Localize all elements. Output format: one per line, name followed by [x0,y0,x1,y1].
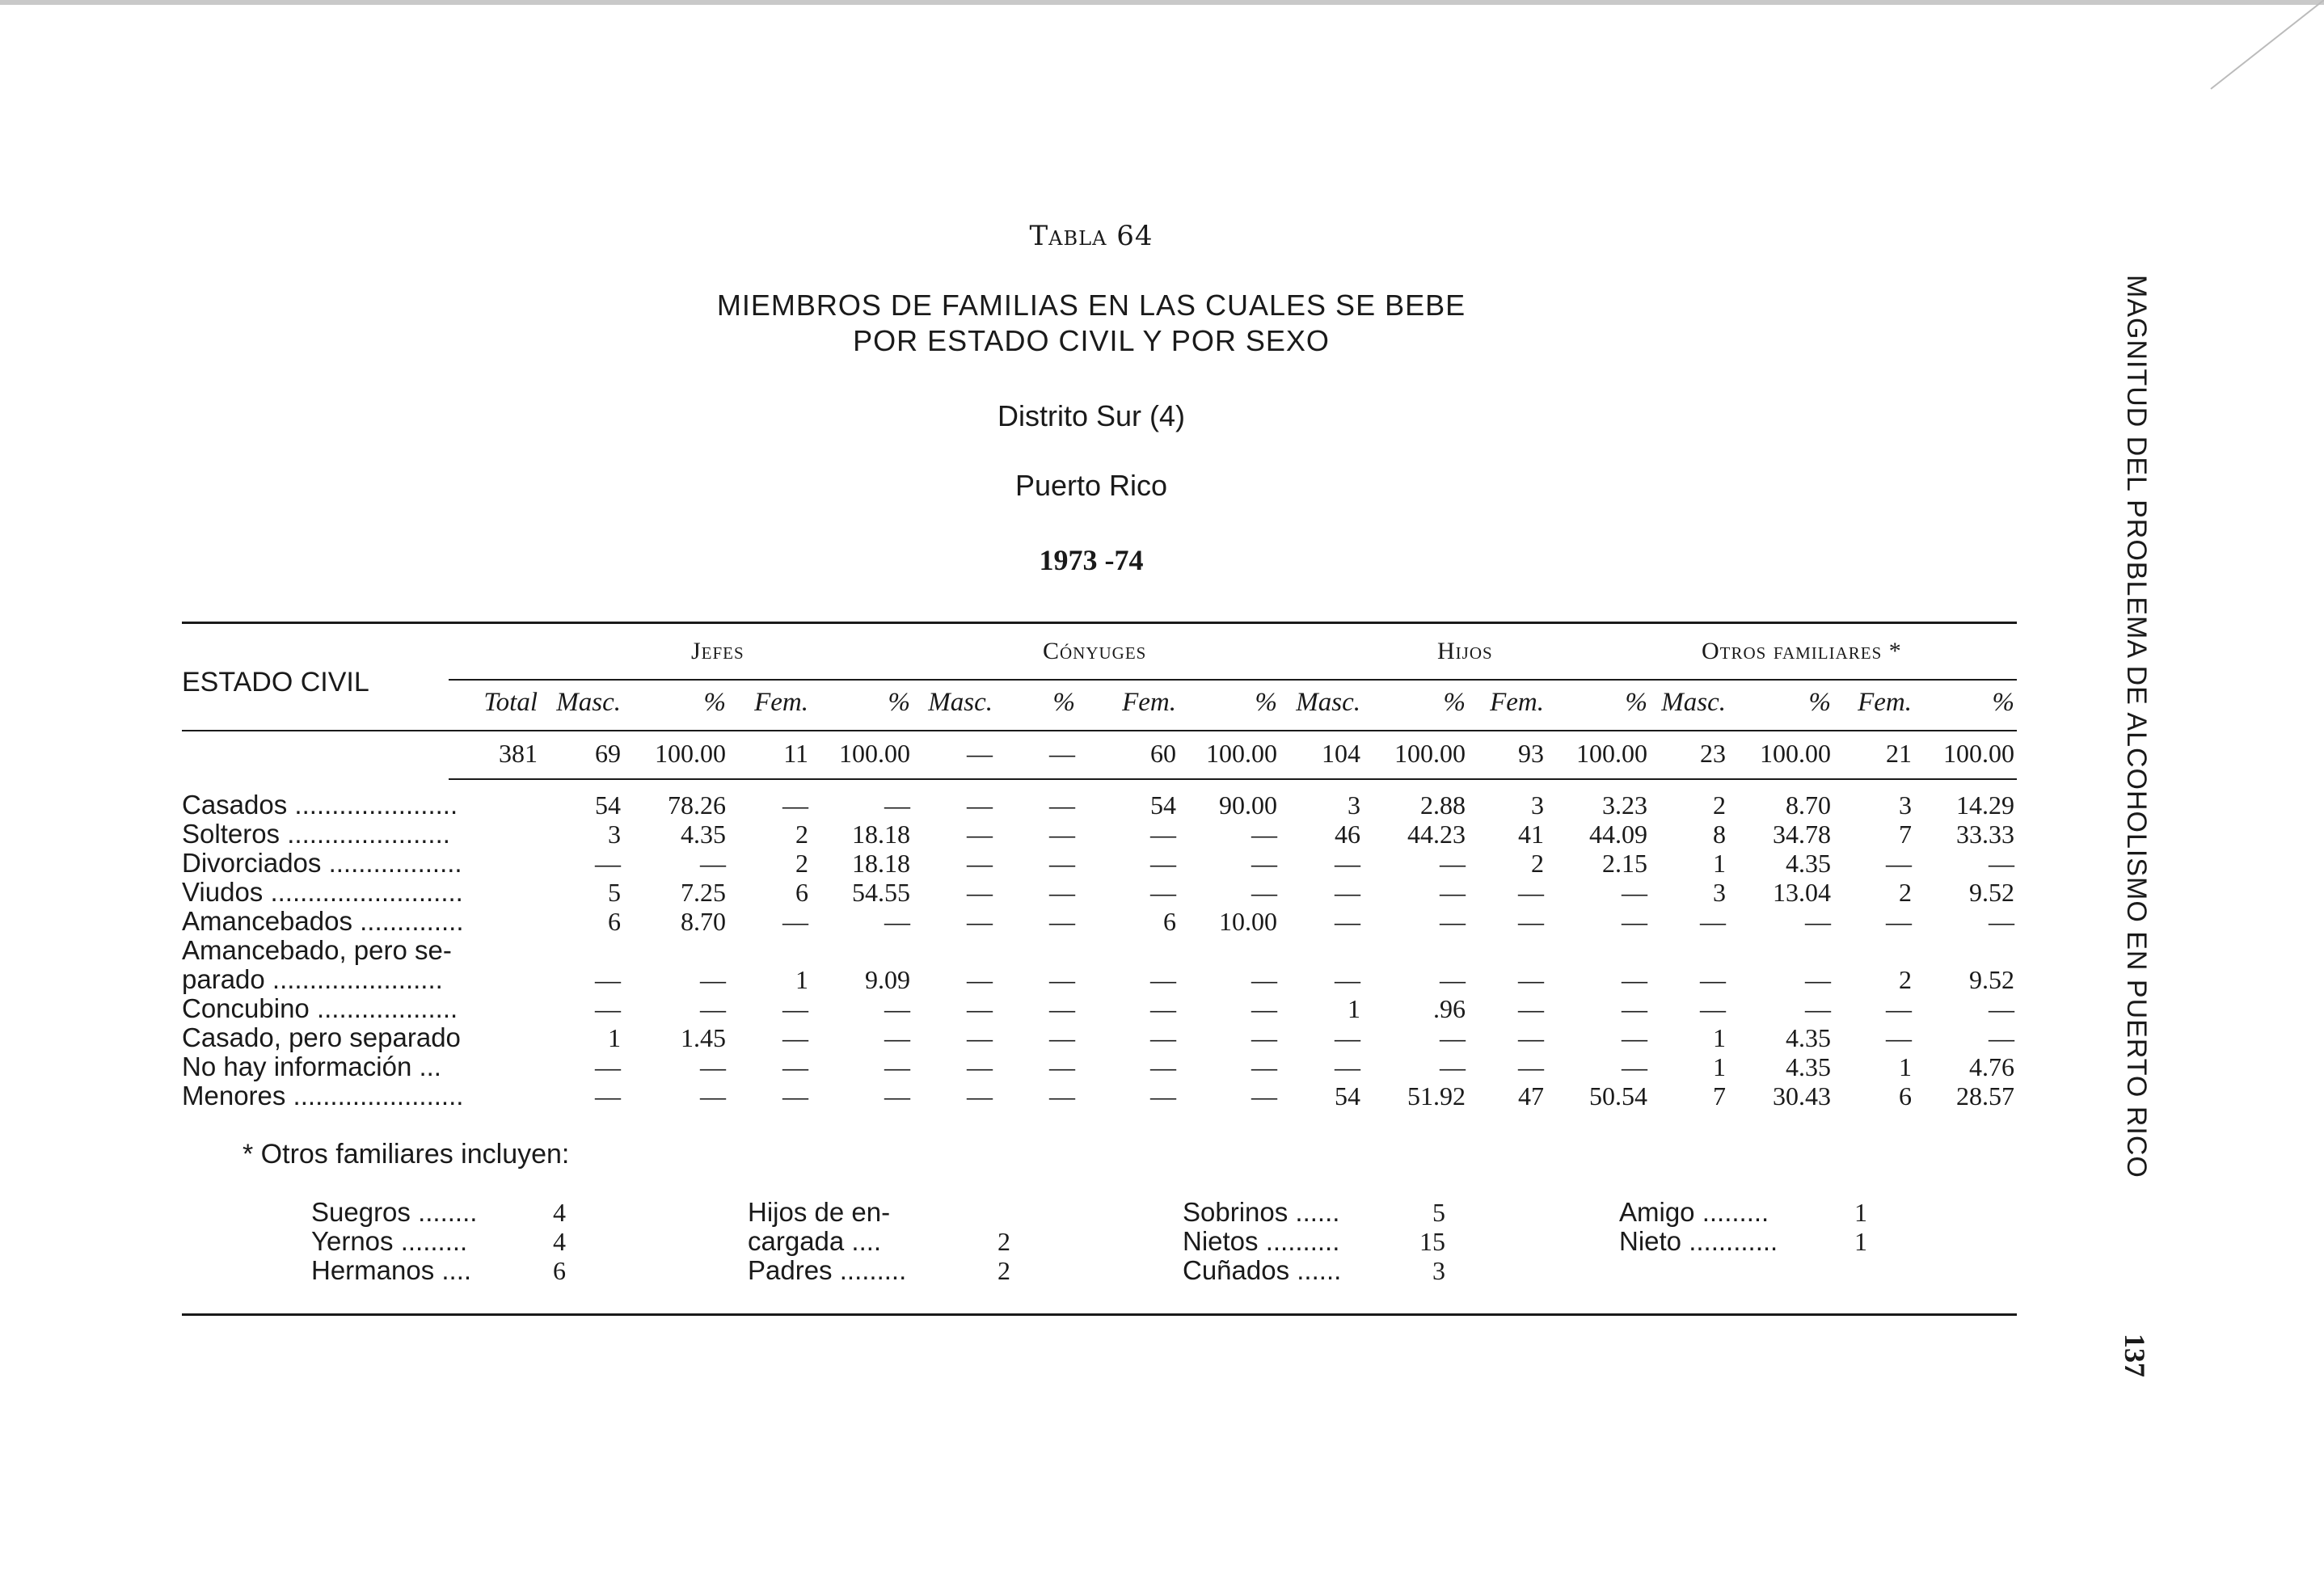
data-cell: 41 [1518,820,1544,849]
subheader-cell: Fem. [1490,688,1544,717]
table-top-rule [182,622,2017,624]
data-cell: — [700,1052,726,1081]
row-label: Amancebados .............. [182,907,464,936]
group-hijos: Hijos [1437,638,1493,664]
data-cell: — [782,1052,808,1081]
footnote-item-label: Suegros ........ [311,1197,478,1227]
row-label: Viudos .......................... [182,878,463,907]
data-cell: — [1518,994,1544,1023]
row-label: Divorciados .................. [182,849,462,878]
data-cell: — [967,820,993,849]
subheader-cell: % [1443,688,1466,717]
data-cell: 1 [1713,1052,1726,1081]
data-cell: — [1440,1052,1466,1081]
data-cell: 4.35 [1786,1023,1831,1052]
table-title [0,288,2183,359]
total-cell: 100.00 [1943,739,2014,768]
total-cell: 21 [1886,739,1912,768]
footnote-item-value: 4 [553,1198,566,1227]
data-cell: — [967,907,993,936]
data-cell: — [1150,820,1176,849]
total-cell: 100.00 [1576,739,1647,768]
data-cell: 7 [1713,1081,1726,1111]
data-cell: — [1886,1023,1912,1052]
data-cell: — [1049,1023,1075,1052]
data-cell: — [1150,849,1176,878]
data-cell: 3 [1899,790,1912,820]
subheader-cell: % [1255,688,1277,717]
footnote-item-label: Yernos ......... [311,1226,468,1256]
data-cell: — [1440,1023,1466,1052]
footnote-item-label: cargada .... [748,1226,882,1256]
data-cell: 2 [1531,849,1544,878]
data-cell: — [1049,878,1075,907]
data-cell: — [1805,907,1831,936]
data-cell: — [1150,1052,1176,1081]
subheader-cell: Masc. [556,688,621,717]
data-cell: — [595,849,621,878]
data-cell: 30.43 [1773,1081,1831,1111]
data-cell: — [1335,907,1360,936]
data-cell: 2 [1899,878,1912,907]
footnote-item-value: 4 [553,1227,566,1256]
data-cell: — [1805,994,1831,1023]
footnote-item-label: Hermanos .... [311,1255,472,1285]
data-cell: 4.35 [1786,1052,1831,1081]
data-cell: — [884,907,910,936]
data-cell: — [1335,849,1360,878]
data-cell: 1.45 [681,1023,726,1052]
row-label: Menores ....................... [182,1081,464,1111]
subheader-cell: Masc. [1296,688,1360,717]
data-cell: — [884,1081,910,1111]
data-cell: — [1622,878,1647,907]
data-cell: — [967,965,993,994]
data-cell: — [1989,994,2014,1023]
data-cell: 7.25 [681,878,726,907]
data-cell: 8.70 [681,907,726,936]
group-jefes: Jefes [691,638,744,664]
total-cell: 69 [595,739,621,768]
data-cell: — [1251,965,1277,994]
group-header-rule [449,679,2017,681]
subheader-cell: % [703,688,726,717]
data-cell: — [1886,994,1912,1023]
footnote-item-value: 2 [998,1227,1010,1256]
data-cell: — [1251,1081,1277,1111]
data-cell: 9.52 [1969,878,2014,907]
subheader-rule [182,730,2017,731]
data-cell: — [1989,907,2014,936]
data-cell: — [1805,965,1831,994]
data-cell: — [1518,907,1544,936]
data-cell: 50.54 [1589,1081,1647,1111]
data-cell: 90.00 [1219,790,1277,820]
table-label-text: Tabla 64 [1029,220,1154,252]
data-cell: 6 [1899,1081,1912,1111]
data-cell: — [1049,849,1075,878]
data-cell: 54 [595,790,621,820]
data-cell: — [884,1052,910,1081]
total-cell: 381 [499,739,538,768]
data-cell: 2 [1713,790,1726,820]
group-otros: Otros familiares * [1702,638,1902,664]
total-cell: 100.00 [1394,739,1466,768]
data-cell: 2 [795,820,808,849]
district-label: Distrito Sur (4) [997,399,1186,432]
page-number: 137 [2119,1334,2151,1377]
data-cell: 8 [1713,820,1726,849]
data-cell: — [1251,994,1277,1023]
country-label: Puerto Rico [1014,469,1168,502]
data-cell: — [1251,1052,1277,1081]
data-cell: — [1622,907,1647,936]
subheader-cell: % [1052,688,1075,717]
data-cell: 3 [1713,878,1726,907]
footnote-item-label: Padres ......... [748,1255,907,1285]
total-cell: 100.00 [655,739,726,768]
subheader-cell: % [888,688,910,717]
footnote-item-value: 5 [1432,1198,1445,1227]
data-cell: — [595,994,621,1023]
data-cell: — [700,849,726,878]
data-cell: — [1150,878,1176,907]
data-cell: 2 [1899,965,1912,994]
total-cell: 11 [783,739,808,768]
data-cell: — [1700,994,1726,1023]
row-label-continued: parado ....................... [182,965,443,994]
footnote-item-label: Nietos .......... [1183,1226,1340,1256]
data-cell: — [1700,965,1726,994]
data-cell: — [1049,994,1075,1023]
data-cell: — [967,1052,993,1081]
data-cell: 2.15 [1602,849,1647,878]
data-cell: 2.88 [1420,790,1466,820]
data-cell: — [1251,878,1277,907]
total-cell: 104 [1322,739,1360,768]
data-cell: 14.29 [1956,790,2014,820]
data-cell: — [1518,1023,1544,1052]
data-cell: 8.70 [1786,790,1831,820]
data-cell: 34.78 [1773,820,1831,849]
row-header: ESTADO CIVIL [182,667,369,698]
data-cell: 9.09 [865,965,910,994]
data-cell: — [1049,907,1075,936]
data-cell: — [884,994,910,1023]
footnote-item-value: 2 [998,1256,1010,1285]
footnote-item-label: Amigo ......... [1619,1197,1769,1227]
data-cell: 4.35 [1786,849,1831,878]
data-cell: 1 [608,1023,621,1052]
data-cell: 47 [1518,1081,1544,1111]
data-cell: — [884,790,910,820]
footnote-title: * Otros familiares incluyen: [243,1139,570,1170]
data-cell: 44.09 [1589,820,1647,849]
data-cell: — [967,849,993,878]
table-title-line-1: MIEMBROS DE FAMILIAS EN LAS CUALES SE BEBE [716,289,1466,322]
data-cell: 2 [795,849,808,878]
data-cell: — [1989,1023,2014,1052]
data-cell: — [1440,907,1466,936]
data-cell: 5 [608,878,621,907]
footnote-item-value: 1 [1854,1227,1867,1256]
data-cell: — [1518,1052,1544,1081]
subheader-cell: Fem. [754,688,808,717]
data-cell: — [595,965,621,994]
data-cell: 6 [608,907,621,936]
data-cell: — [884,1023,910,1052]
data-cell: 6 [795,878,808,907]
data-cell: — [967,994,993,1023]
data-cell: — [782,790,808,820]
data-cell: 28.57 [1956,1081,2014,1111]
total-cell: 60 [1150,739,1176,768]
data-cell: — [1622,994,1647,1023]
data-cell: 10.00 [1219,907,1277,936]
data-cell: 18.18 [852,820,910,849]
data-cell: — [1440,878,1466,907]
data-cell: 9.52 [1969,965,2014,994]
data-cell: — [1251,849,1277,878]
footnote-item-label: Nieto ............ [1619,1226,1778,1256]
subheader-cell: Fem. [1858,688,1912,717]
total-cell: 100.00 [1206,739,1277,768]
total-cell: 100.00 [1760,739,1831,768]
data-cell: 46 [1335,820,1360,849]
data-cell: 1 [1348,994,1360,1023]
data-cell: — [1335,1052,1360,1081]
data-cell: 18.18 [852,849,910,878]
data-cell: — [1049,1052,1075,1081]
data-cell: 3 [608,820,621,849]
footnote-item-value: 15 [1419,1227,1445,1256]
data-cell: 33.33 [1956,820,2014,849]
data-cell: — [595,1052,621,1081]
data-cell: — [1049,790,1075,820]
data-cell: — [1335,965,1360,994]
data-cell: 4.76 [1969,1052,2014,1081]
footnote-item-label: Hijos de en- [748,1197,891,1227]
total-cell: 93 [1518,739,1544,768]
data-cell: — [1989,849,2014,878]
footnote-item-value: 6 [553,1256,566,1285]
data-cell: — [1251,1023,1277,1052]
row-label: Casado, pero separado [182,1023,461,1052]
data-cell: — [1440,965,1466,994]
data-cell: — [1049,820,1075,849]
data-cell: .96 [1433,994,1466,1023]
page-top-edge [0,0,2324,5]
data-cell: — [1251,820,1277,849]
total-cell: — [967,739,993,768]
data-cell: — [1886,849,1912,878]
data-cell: 54 [1150,790,1176,820]
table-label [0,220,2183,252]
data-cell: — [1150,994,1176,1023]
data-cell: 3 [1348,790,1360,820]
data-cell: 7 [1899,820,1912,849]
data-cell: 1 [1713,849,1726,878]
row-label: No hay información ... [182,1052,441,1081]
table-title-line-2: POR ESTADO CIVIL Y POR SEXO [853,324,1330,357]
row-label: Amancebado, pero se- [182,936,452,965]
footnote-item-value: 1 [1854,1198,1867,1227]
data-cell: 4.35 [681,820,726,849]
subheader-cell: Masc. [1661,688,1726,717]
data-cell: — [700,994,726,1023]
data-cell: 1 [1899,1052,1912,1081]
total-cell: 100.00 [839,739,910,768]
data-cell: — [967,1081,993,1111]
data-cell: — [700,1081,726,1111]
data-cell: — [1440,849,1466,878]
subheader-cell: Masc. [928,688,993,717]
table-bottom-rule [182,1313,2017,1316]
data-cell: 1 [1713,1023,1726,1052]
footnote-item-value: 3 [1432,1256,1445,1285]
data-cell: 54 [1335,1081,1360,1111]
page-corner-line [2178,0,2324,97]
data-cell: — [1335,878,1360,907]
total-cell: 23 [1700,739,1726,768]
data-cell: — [967,1023,993,1052]
data-cell: — [1049,965,1075,994]
data-cell: — [967,878,993,907]
data-cell: — [1335,1023,1360,1052]
data-cell: — [782,1023,808,1052]
data-cell: — [1700,907,1726,936]
running-header: MAGNITUD DEL PROBLEMA DE ALCOHOLISMO EN PUERTO RICO [2121,275,2152,1178]
data-cell: — [1518,878,1544,907]
data-cell: — [1518,965,1544,994]
data-cell: — [1622,1023,1647,1052]
data-cell: 3.23 [1602,790,1647,820]
subheader-cell: % [1992,688,2014,717]
data-cell: 51.92 [1407,1081,1466,1111]
data-cell: — [1150,965,1176,994]
data-cell: — [967,790,993,820]
data-cell: — [1150,1023,1176,1052]
data-cell: — [595,1081,621,1111]
subheader-cell: % [1625,688,1647,717]
footnote-item-label: Sobrinos ...... [1183,1197,1340,1227]
data-cell: 13.04 [1773,878,1831,907]
subheader-cell: Fem. [1122,688,1176,717]
data-cell: — [1622,1052,1647,1081]
row-label: Solteros ...................... [182,820,450,849]
subheader-cell: Total [483,688,538,717]
year-label: 1973 -74 [1039,544,1144,576]
row-label: Casados ...................... [182,790,458,820]
data-cell: — [700,965,726,994]
group-conyuges: Cónyuges [1043,638,1147,664]
data-cell: — [782,907,808,936]
data-cell: 1 [795,965,808,994]
data-cell: — [1886,907,1912,936]
data-cell: 78.26 [668,790,726,820]
data-cell: — [782,1081,808,1111]
subheader-cell: % [1808,688,1831,717]
data-cell: — [1049,1081,1075,1111]
totals-rule [449,778,2017,780]
data-cell: 3 [1531,790,1544,820]
row-label: Concubino ................... [182,994,458,1023]
data-cell: 6 [1163,907,1176,936]
total-cell: — [1049,739,1075,768]
data-cell: 44.23 [1407,820,1466,849]
data-cell: — [1622,965,1647,994]
data-cell: 54.55 [852,878,910,907]
data-cell: — [782,994,808,1023]
footnote-item-label: Cuñados ...... [1183,1255,1342,1285]
data-cell: — [1150,1081,1176,1111]
